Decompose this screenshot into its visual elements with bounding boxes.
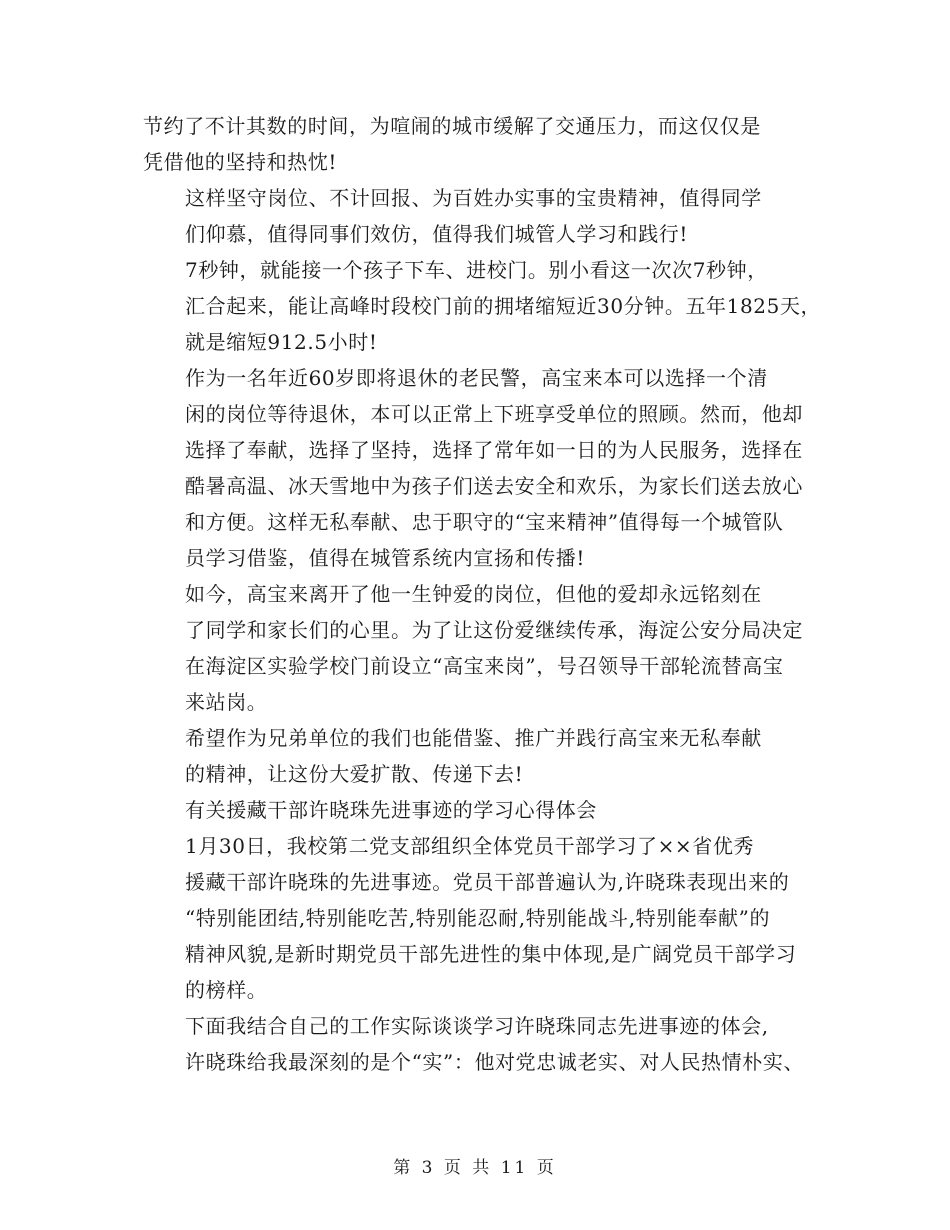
text-line: 的榜样。 — [185, 978, 268, 1002]
text-line: 援藏干部许晓珠的先进事迹。党员干部普遍认为,许晓珠表现出来的 — [185, 870, 790, 894]
page-footer: 第 3 页 共 11 页 — [393, 1158, 557, 1178]
text-line: 选择了奉献，选择了坚持，选择了常年如一日的为人民服务，选择在 — [185, 438, 803, 462]
body-text — [143, 108, 822, 1080]
paragraph — [143, 1008, 811, 1080]
text-line: 酷暑高温、冰天雪地中为孩子们送去安全和欢乐，为家长们送去放心 — [185, 474, 803, 498]
text-line: 如今，高宝来离开了他一生钟爱的岗位，但他的爱却永远铭刻在 — [185, 582, 762, 606]
paragraph — [143, 180, 811, 252]
paragraph — [143, 576, 811, 720]
text-line: 作为一名年近60岁即将退休的老民警，高宝来本可以选择一个清 — [185, 366, 768, 390]
paragraph — [143, 720, 811, 792]
text-line: 在海淀区实验学校门前设立“高宝来岗”，号召领导干部轮流替高宝 — [185, 654, 784, 678]
paragraph — [143, 252, 822, 360]
text-line: 和方便。这样无私奉献、忠于职守的“宝来精神”值得每一个城管队 — [185, 510, 784, 534]
text-line: 下面我结合自己的工作实际谈谈学习许晓珠同志先进事迹的体会, — [185, 1014, 769, 1038]
text-line: 节约了不计其数的时间，为喧闹的城市缓解了交通压力，而这仅仅是 — [143, 114, 761, 138]
paragraph — [143, 828, 811, 1008]
text-line: 了同学和家长们的心里。为了让这份爱继续传承，海淀公安分局决定 — [185, 618, 803, 642]
paragraph — [143, 360, 811, 576]
text-line: 们仰慕，值得同事们效仿，值得我们城管人学习和践行! — [185, 222, 689, 246]
text-line: 来站岗。 — [185, 690, 268, 714]
text-line: 凭借他的坚持和热忱! — [143, 150, 338, 174]
text-line: 员学习借鉴，值得在城管系统内宣扬和传播! — [185, 546, 586, 570]
text-line: 闲的岗位等待退休，本可以正常上下班享受单位的照顾。然而，他却 — [185, 402, 803, 426]
text-line: 7秒钟，就能接一个孩子下车、进校门。别小看这一次次7秒钟， — [185, 258, 768, 282]
text-line: 的精神，让这份大爱扩散、传递下去! — [185, 762, 524, 786]
text-line: 这样坚守岗位、不计回报、为百姓办实事的宝贵精神，值得同学 — [185, 186, 762, 210]
paragraph — [143, 792, 811, 828]
text-line: 许晓珠给我最深刻的是个“实”：他对党忠诚老实、对人民热情朴实、 — [185, 1050, 805, 1074]
text-line: 精神风貌,是新时期党员干部先进性的集中体现,是广阔党员干部学习 — [185, 942, 797, 966]
text-line: 希望作为兄弟单位的我们也能借鉴、推广并践行高宝来无私奉献 — [185, 726, 762, 750]
text-line: 1月30日，我校第二党支部组织全体党员干部学习了××省优秀 — [185, 834, 755, 858]
paragraph — [143, 108, 811, 180]
text-line: 有关援藏干部许晓珠先进事迹的学习心得体会 — [185, 798, 597, 822]
text-line: 就是缩短912.5小时! — [185, 330, 378, 354]
text-line: 汇合起来，能让高峰时段校门前的拥堵缩短近30分钟。五年1825天， — [185, 294, 822, 318]
text-line: “特别能团结,特别能吃苦,特别能忍耐,特别能战斗,特别能奉献”的 — [185, 906, 771, 930]
